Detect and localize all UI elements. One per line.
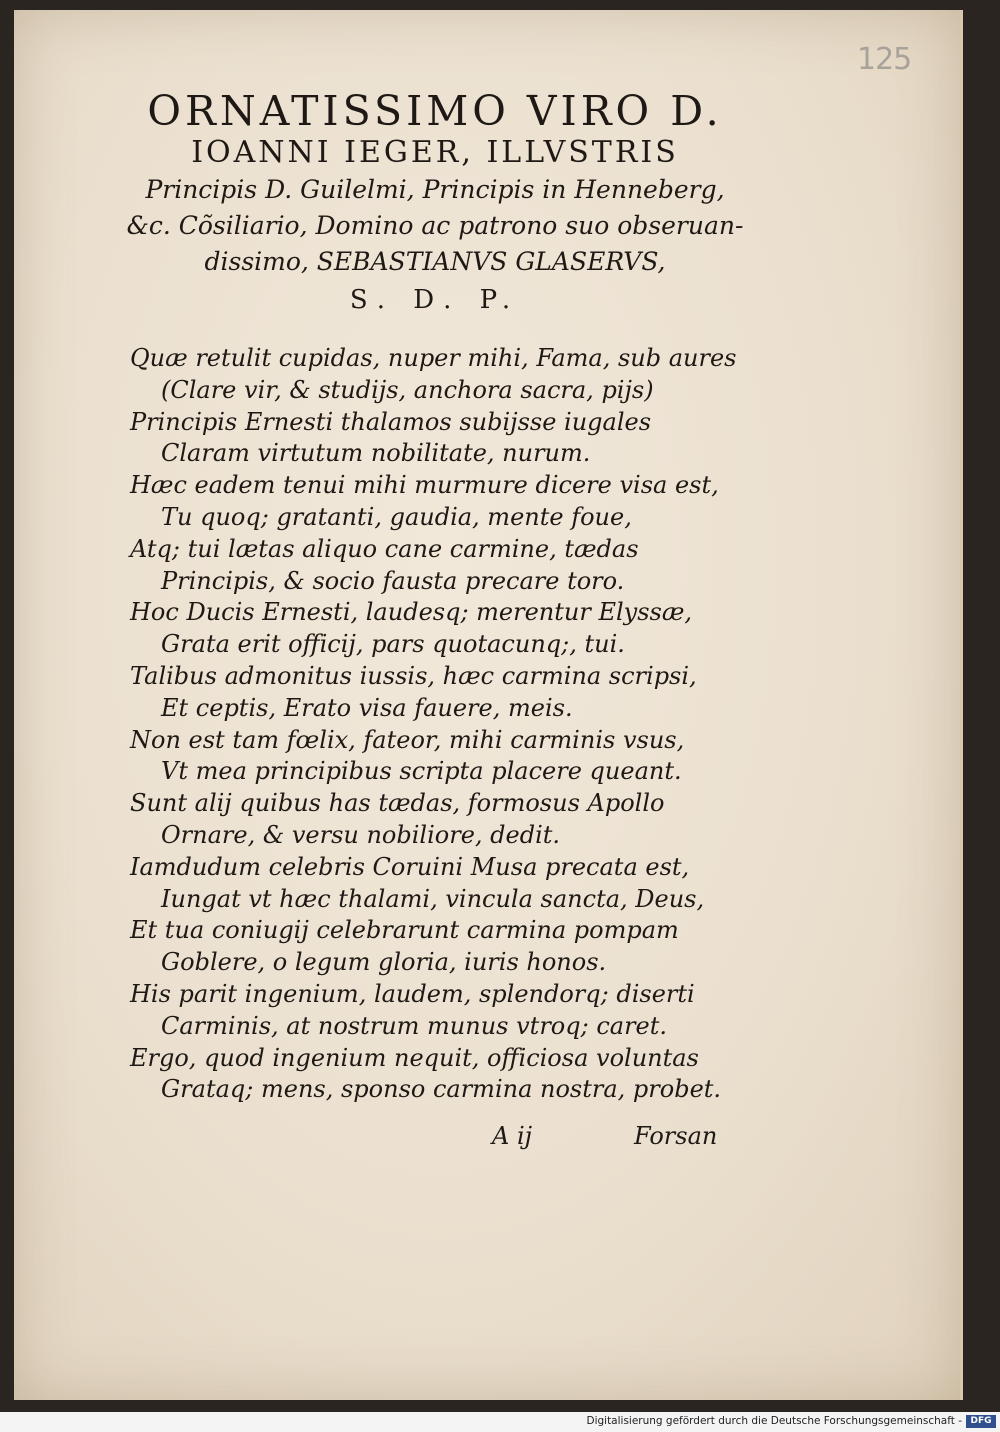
poem-line: Atq; tui lætas aliquo cane carmine, tædas — [130, 534, 639, 563]
poem-line: Grata erit officij, pars quotacunq;, tui. — [161, 630, 625, 659]
poem-line: Principis, & socio fausta precare toro. — [161, 566, 625, 595]
signature-mark: A ij — [492, 1122, 533, 1150]
poem-line: Non est tam fœlix, fateor, mihi carminis vsus, — [130, 725, 685, 754]
heading-line-1: ORNATISSIMO VIRO D. — [147, 87, 723, 135]
heading-line-4: &c. Cõsiliario, Domino ac patrono suo obseruan- — [126, 211, 744, 240]
poem-line: (Clare vir, & studijs, anchora sacra, pijs) — [161, 375, 654, 404]
footer-credit: Digitalisierung gefördert durch die Deutsche Forschungsgemeinschaft - — [586, 1415, 962, 1427]
poem-line: Quæ retulit cupidas, nuper mihi, Fama, sub aures — [130, 344, 737, 372]
heading-line-5: dissimo, SEBASTIANVS GLASERVS, — [204, 247, 666, 276]
poem-line: Goblere, o legum gloria, iuris honos. — [161, 948, 607, 977]
footer-bar — [0, 1412, 1000, 1432]
heading-line-3: Principis D. Guilelmi, Principis in Henneberg, — [145, 175, 725, 204]
poem-line: Et tua coniugij celebrarunt carmina pompam — [130, 916, 679, 945]
heading-line-2: IOANNI IEGER, ILLVSTRIS — [191, 135, 679, 170]
poem-line: Grataq; mens, sponso carmina nostra, probet. — [161, 1075, 722, 1104]
poem-line: Vt mea principibus scripta placere queant. — [161, 757, 682, 786]
catchword: Forsan — [634, 1122, 718, 1150]
poem-line: Iamdudum celebris Coruini Musa precata est, — [130, 852, 690, 881]
poem-line: Principis Ernesti thalamos subijsse iugales — [130, 407, 652, 436]
poem-line: Talibus admonitus iussis, hæc carmina scripsi, — [130, 661, 697, 690]
poem-line: Et ceptis, Erato visa fauere, meis. — [161, 693, 573, 722]
poem-line: Ornare, & versu nobiliore, dedit. — [161, 820, 561, 849]
poem-line: Hoc Ducis Ernesti, laudesq; merentur Elyssæ, — [130, 598, 693, 627]
poem-line: Claram virtutum nobilitate, nurum. — [161, 439, 591, 468]
poem-line: Ergo, quod ingenium nequit, officiosa voluntas — [130, 1043, 699, 1072]
poem-line: Iungat vt hæc thalami, vincula sancta, Deus, — [161, 884, 705, 913]
poem-line: Tu quoq; gratanti, gaudia, mente foue, — [161, 502, 632, 531]
dfg-logo[interactable]: DFG — [966, 1415, 996, 1428]
heading-line-6: S. D. P. — [349, 285, 521, 315]
poem-line: Sunt alij quibus has tædas, formosus Apollo — [130, 789, 665, 818]
folio-number: 125 — [857, 42, 912, 77]
poem-line: Hæc eadem tenui mihi murmure dicere visa est, — [130, 471, 719, 500]
poem-line: Carminis, at nostrum munus vtroq; caret. — [161, 1011, 668, 1040]
poem-body — [130, 343, 770, 1106]
poem-line: His parit ingenium, laudem, splendorq; diserti — [130, 979, 695, 1008]
dedication-heading — [110, 88, 760, 320]
